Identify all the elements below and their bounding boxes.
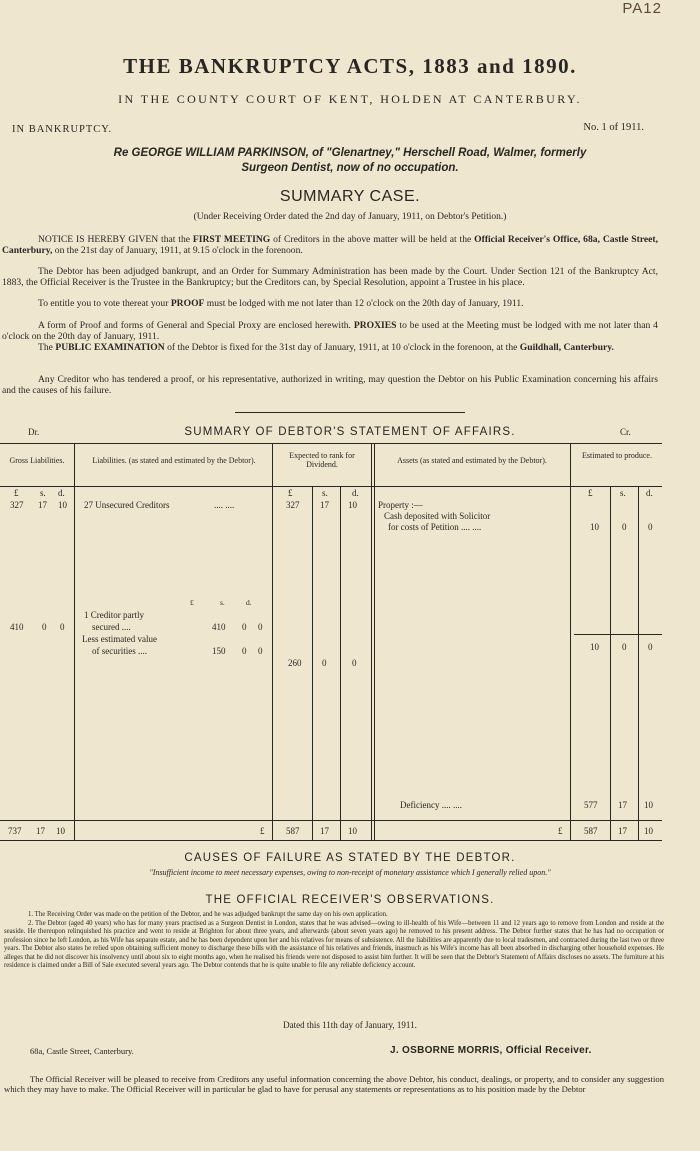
office-address: 68a, Castle Street, Canterbury. [30, 1046, 134, 1056]
total-assets-pounds: 587 [584, 826, 598, 836]
col-divider [312, 486, 313, 840]
assets-pounds: 10 [590, 522, 599, 532]
leader-dots: .... .... [214, 500, 235, 510]
notice-emphasis: FIRST MEETING [192, 234, 271, 245]
col-header-assets: Assets (as stated and estimated by the Debtor). [397, 456, 547, 465]
unsecured-creditors-label: 27 Unsecured Creditors [84, 500, 170, 510]
re-line-1: Re GEORGE WILLIAM PARKINSON, of "Glenartney," Herschell Road, Walmer, formerly [113, 147, 587, 159]
summary-case-heading: SUMMARY CASE. [279, 188, 421, 205]
col-header-liabilities: Liabilities. (as stated and estimated by the Debtor). [92, 456, 256, 465]
notice-emphasis: PUBLIC EXAMINATION [55, 342, 165, 353]
securities-pounds: 150 [212, 646, 226, 656]
expected-pence: 0 [352, 658, 357, 668]
currency-shillings: s. [620, 488, 626, 498]
receiving-order-line: (Under Receiving Order dated the 2nd day of January, 1911, on Debtor's Petition.) [193, 212, 507, 222]
assets-property-label: Property :— [378, 500, 423, 510]
secured-pence: 0 [258, 622, 263, 632]
notice-questioning: Any Creditor who has tendered a proof, or his representative, authorized in writing, may question the Debtor on his Public Examination concerning his affairs and the causes of his failure. [2, 374, 658, 396]
re-line-2: Surgeon Dentist, now of no occupation. [241, 162, 459, 174]
currency-shillings: s. [322, 488, 328, 498]
footer-note: The Official Receiver will be pleased to receive from Creditors any useful information concerning the above Debtor, his conduct, dealings, or property, and to consider any suggestion which they may have to make. The Official Receiver will in particular be glad to have for perusal any statements or representations as to his position made by the Debtor [4, 1074, 664, 1094]
currency-pound: £ [588, 488, 593, 498]
observation-1: 1. The Receiving Order was made on the petition of the Debtor, and he was adjudged bankrupt the same day on his own application. [28, 911, 388, 918]
col-divider [638, 486, 639, 840]
col-divider [610, 486, 611, 840]
case-number: No. 1 of 1911. [583, 122, 644, 133]
currency-pence: d. [646, 488, 653, 498]
assets-subtotal-shillings: 0 [622, 642, 627, 652]
notice-emphasis: PROOF [170, 298, 205, 309]
archive-mark: PA12 [622, 0, 662, 17]
table-top-rule [0, 443, 662, 444]
currency-pence: d. [246, 598, 252, 607]
causes-text: "Insufficient income to meet necessary expenses, owing to non-receipt of monetary assistance which I generally relied upon." [149, 868, 551, 877]
notice-first-meeting [2, 234, 658, 256]
assets-subtotal-rule [574, 634, 662, 635]
notice-emphasis: Official Receiver's Office, 68a, Castle Street, Canterbury, [2, 234, 659, 256]
assets-shillings: 0 [622, 522, 627, 532]
secured-shillings: 0 [242, 622, 247, 632]
col-header-gross: Gross Liabilities. [9, 456, 65, 465]
currency-pence: d. [352, 488, 359, 498]
notice-text: to be used at the Meeting must be lodged with me not later than 4 o'clock on the 20th day of January, 1911. [2, 320, 658, 342]
deficiency-pounds: 577 [584, 800, 598, 810]
secured-line: secured .... [92, 622, 131, 632]
notice-emphasis: Guildhall, Canterbury. [519, 342, 614, 353]
observations-heading: THE OFFICIAL RECEIVER'S OBSERVATIONS. [205, 894, 495, 906]
notice-text: of Creditors in the above matter will be held at the [270, 234, 475, 245]
total-expected-pounds: 587 [286, 826, 300, 836]
assets-subtotal-pence: 0 [648, 642, 653, 652]
causes-heading: CAUSES OF FAILURE AS STATED BY THE DEBTOR. [184, 852, 516, 864]
assets-pence: 0 [648, 522, 653, 532]
securities-shillings: 0 [242, 646, 247, 656]
total-gross-pence: 10 [56, 826, 65, 836]
less-value-line: Less estimated value [82, 634, 157, 644]
col-divider [340, 486, 341, 840]
notice-text: The [38, 342, 56, 353]
notice-text: on the 21st day of January, 1911, at 9.15 o'clock in the forenoon. [52, 245, 303, 256]
dr-label: Dr. [28, 427, 40, 437]
expected-pounds: 260 [288, 658, 302, 668]
deficiency-label: Deficiency .... .... [400, 800, 462, 810]
expected-pounds: 327 [286, 500, 300, 510]
gross-pence: 10 [58, 500, 67, 510]
col-divider [371, 443, 372, 840]
currency-pound: £ [190, 598, 194, 607]
expected-shillings: 0 [322, 658, 327, 668]
document-title: THE BANKRUPTCY ACTS, 1883 and 1890. [123, 54, 577, 78]
col-divider [570, 443, 571, 840]
gross-pence: 0 [60, 622, 65, 632]
assets-costs-line: for costs of Petition .... .... [388, 522, 482, 532]
col-header-estimated: Estimated to produce. [582, 451, 652, 460]
gross-pounds: 410 [10, 622, 24, 632]
notice-text: A form of Proof and forms of General and Special Proxy are enclosed herewith. [38, 320, 354, 331]
court-line: IN THE COUNTY COURT OF KENT, HOLDEN AT CANTERBURY. [118, 92, 582, 106]
table-bottom-rule [0, 840, 662, 841]
gross-pounds: 327 [10, 500, 24, 510]
total-expected-pence: 10 [348, 826, 357, 836]
currency-pound: £ [260, 826, 265, 836]
dated-line: Dated this 11th day of January, 1911. [283, 1020, 417, 1030]
securities-line: of securities .... [92, 646, 147, 656]
currency-shillings: s. [40, 488, 46, 498]
total-expected-shillings: 17 [320, 826, 329, 836]
securities-pence: 0 [258, 646, 263, 656]
statement-heading: SUMMARY OF DEBTOR'S STATEMENT OF AFFAIRS. [184, 426, 516, 438]
total-gross-shillings: 17 [36, 826, 45, 836]
currency-pound: £ [288, 488, 293, 498]
secured-pounds: 410 [212, 622, 226, 632]
cr-label: Cr. [620, 427, 631, 437]
total-assets-shillings: 17 [618, 826, 627, 836]
secured-creditor-line: 1 Creditor partly [84, 610, 144, 620]
notice-proof [2, 298, 658, 309]
gross-shillings: 17 [38, 500, 47, 510]
notice-proxies [2, 320, 658, 342]
notice-text: must be lodged with me not later than 12 o'clock on the 20th day of January, 1911. [204, 298, 524, 309]
table-total-rule [0, 820, 662, 821]
notice-adjudication: The Debtor has been adjudged bankrupt, and an Order for Summary Administration has been made by the Court. Under Section 121 of the Bankruptcy Act, 1883, the Official Receiver is the Trustee in the Bankruptcy; but the Creditors can, by Special Resolution, appoint a Trustee in his place. [2, 266, 658, 288]
deficiency-shillings: 17 [618, 800, 627, 810]
gross-shillings: 0 [42, 622, 47, 632]
assets-cash-line: Cash deposited with Solicitor [384, 511, 491, 521]
notice-text: of the Debtor is fixed for the 31st day of January, 1911, at 10 o'clock in the forenoon, at the [164, 342, 520, 353]
assets-subtotal-pounds: 10 [590, 642, 599, 652]
notice-text: To entitle you to vote thereat your [38, 298, 171, 309]
receiver-signature: J. OSBORNE MORRIS, Official Receiver. [390, 1045, 592, 1056]
deficiency-pence: 10 [644, 800, 653, 810]
col-divider [272, 443, 273, 840]
total-assets-pence: 10 [644, 826, 653, 836]
table-header-rule [0, 486, 662, 487]
currency-pound: £ [558, 826, 563, 836]
currency-pound: £ [14, 488, 19, 498]
col-divider [74, 443, 75, 840]
currency-pence: d. [58, 488, 65, 498]
col-header-expected: Expected to rank for Dividend. [289, 451, 355, 469]
re-debtor [10, 146, 690, 176]
notice-public-examination [2, 342, 658, 353]
notice-text: NOTICE IS HEREBY GIVEN that the [38, 234, 193, 245]
notice-emphasis: PROXIES [353, 320, 397, 331]
currency-shillings: s. [220, 598, 225, 607]
total-gross-pounds: 737 [8, 826, 22, 836]
expected-pence: 10 [348, 500, 357, 510]
section-divider [235, 412, 465, 413]
expected-shillings: 17 [320, 500, 329, 510]
observation-2: 2. The Debtor (aged 40 years) who has for many years practised as a Surgeon Dentist in London, states that he was advised—owing to ill-health of his Wife—between 11 and 12 years ago to remove from London and reside at the seaside. He thereupon relinquished his practice and went to reside at Brighton for about three years, and afterwards (about seven years ago) he removed to his present address. The Debtor further states that he has had no occupation or profession since he left London, as his Wife has separate estate, and he has been dependent upon her and his relatives for means of subsistence. All the liabilities are apparently due to local tradesmen, and contracted during the last two or three years. The Debtor also states he relied upon obtaining sufficient money to discharge these bills with the assistance of his relatives and friends, inasmuch as his Wife's income has all been absorbed in discharging other household expenses. He alleges that he did not discover his insolvency until about six to eight months ago, when he realised his friends were not disposed to assist him further. It will be seen that the Debtor's Statement of Affairs discloses no assets. The furniture at his residence is claimed under a Bill of Sale executed several years ago. The Debtor contends that he is quite unable to file any reliable deficiency account. [4, 920, 664, 970]
in-bankruptcy-label: IN BANKRUPTCY. [12, 124, 113, 135]
col-divider [374, 443, 375, 840]
